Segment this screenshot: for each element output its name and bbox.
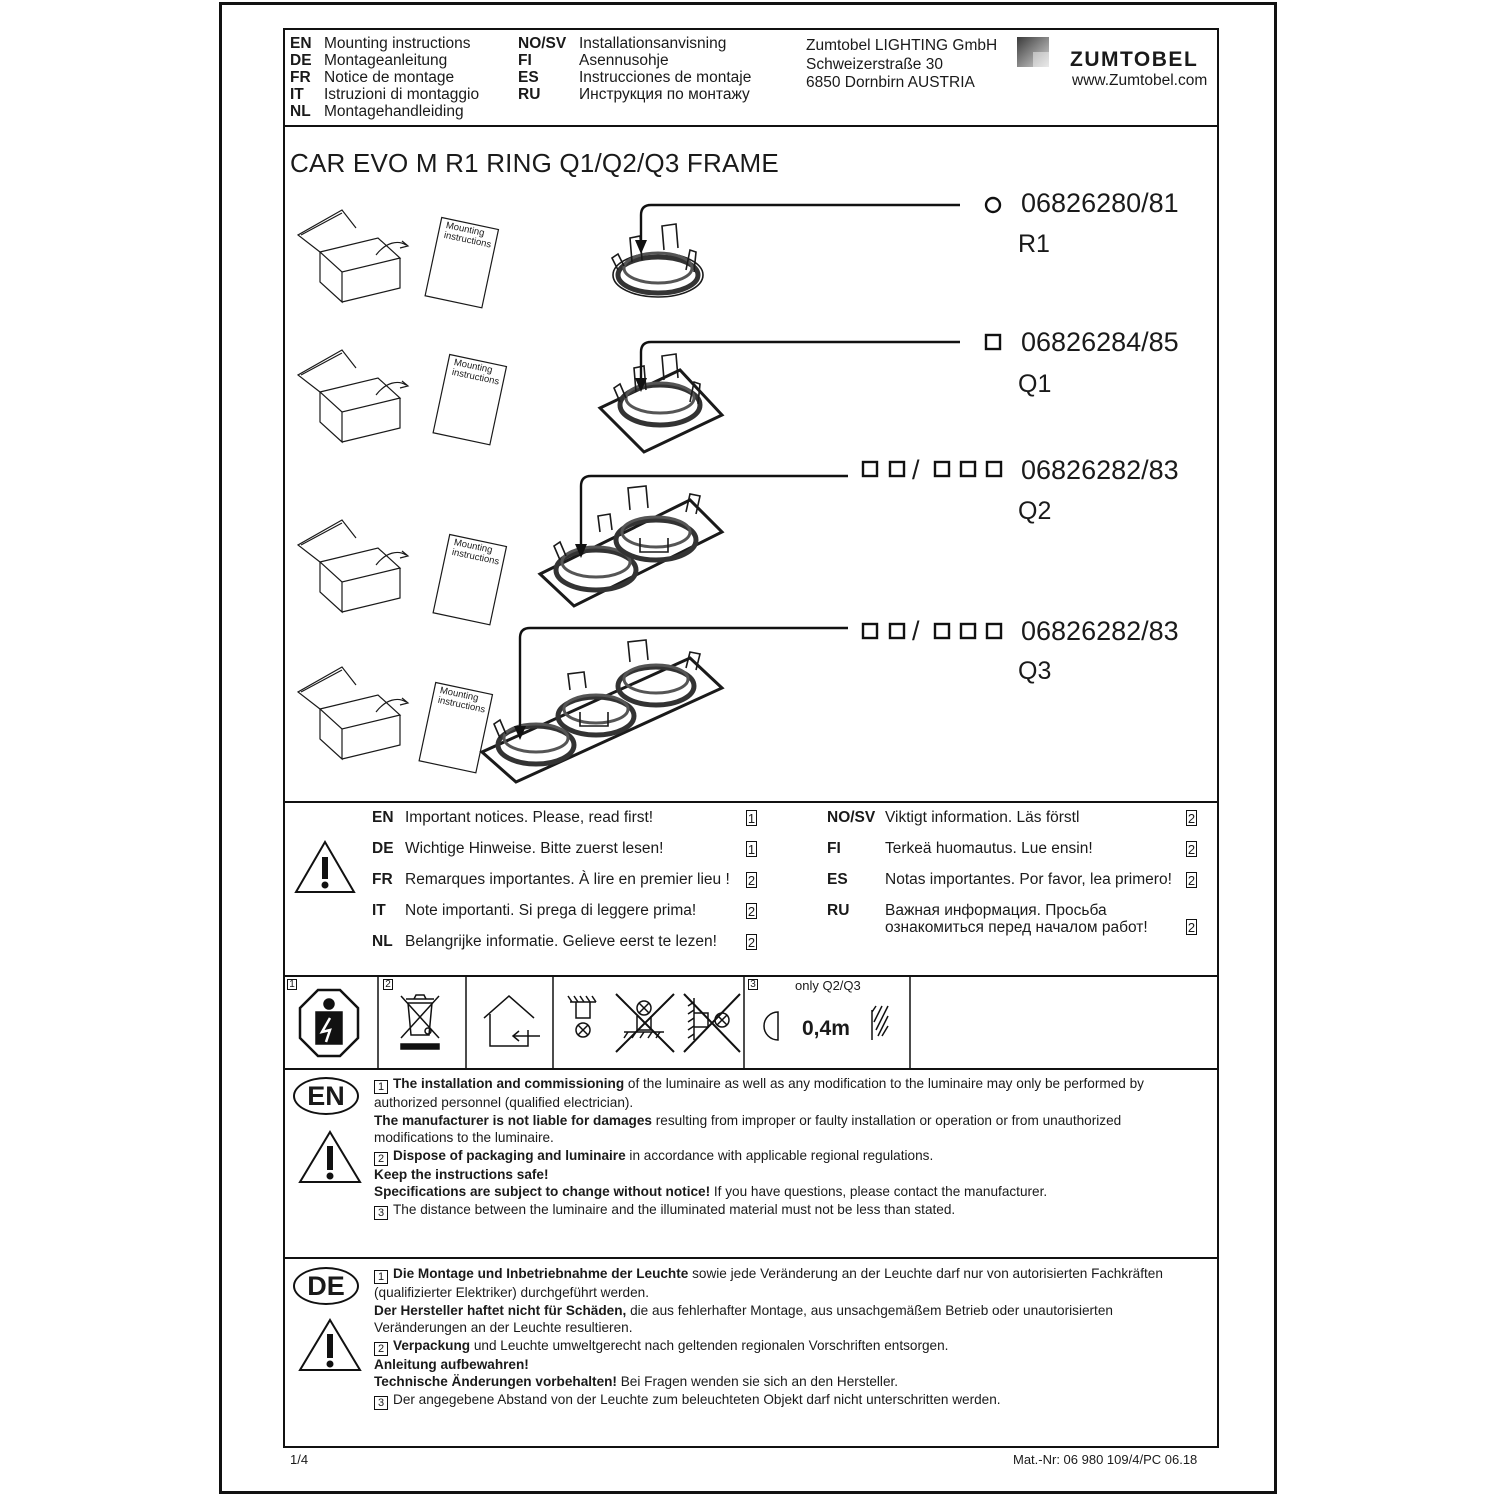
warning-triangle-icon bbox=[298, 1318, 362, 1374]
page-ref-box: 2 bbox=[1187, 842, 1196, 857]
notice-text: Viktigt information. Läs förstl bbox=[885, 809, 1080, 826]
manual-label: Mounting instructions bbox=[450, 537, 501, 568]
lang-label: Montageanleitung bbox=[324, 52, 448, 69]
symbol-ref-box: 3 bbox=[748, 979, 758, 990]
ref-box: 3 bbox=[374, 1206, 388, 1220]
page-ref-box: 2 bbox=[1187, 811, 1196, 826]
lang-code: NO/SV bbox=[518, 35, 567, 52]
lang-label: Installationsanvisning bbox=[579, 35, 727, 52]
notice-lang-code: EN bbox=[372, 809, 394, 826]
symbol-ref-box: 2 bbox=[383, 979, 393, 990]
notice-lang-code: ES bbox=[827, 871, 848, 888]
no-floor-mount-icon bbox=[616, 994, 674, 1052]
notice-text: Important notices. Please, read first! bbox=[405, 809, 654, 826]
lang-code: NL bbox=[290, 103, 311, 120]
notice-text: Note importanti. Si prega di leggere prima! bbox=[405, 902, 697, 919]
notice-lang-code: FR bbox=[372, 871, 393, 888]
ref-box: 1 bbox=[374, 1080, 388, 1094]
page-ref-box: 1 bbox=[747, 811, 756, 826]
ref-box: 1 bbox=[374, 1270, 388, 1284]
page-ref-box: 2 bbox=[1187, 920, 1196, 935]
notice-lang-code: IT bbox=[372, 902, 386, 919]
lang-label: Инструкция по монтажу bbox=[579, 86, 750, 103]
page-title: CAR EVO M R1 RING Q1/Q2/Q3 FRAME bbox=[290, 148, 779, 178]
company-street: Schweizerstraße 30 bbox=[806, 55, 943, 73]
lang-label: Mounting instructions bbox=[324, 35, 471, 52]
ref-box: 3 bbox=[374, 1396, 388, 1410]
lang-label: Istruzioni di montaggio bbox=[324, 86, 480, 103]
page-ref-box: 2 bbox=[747, 904, 756, 919]
page-ref-box: 2 bbox=[747, 873, 756, 888]
no-wall-mount-icon bbox=[684, 994, 740, 1052]
only-variant-label: only Q2/Q3 bbox=[795, 978, 861, 993]
website-link[interactable]: www.Zumtobel.com bbox=[1072, 72, 1208, 89]
notice-lang-code: NL bbox=[372, 933, 393, 950]
page-ref-box: 2 bbox=[747, 935, 756, 950]
manual-label: Mounting instructions bbox=[436, 685, 487, 716]
notice-lang-code: NO/SV bbox=[827, 809, 876, 826]
variant-label: Q3 bbox=[1018, 657, 1052, 685]
lang-code: FR bbox=[290, 69, 311, 86]
language-badge-en: EN bbox=[293, 1077, 359, 1115]
indoor-use-icon bbox=[484, 996, 540, 1046]
notice-text: ознакомиться перед началом работ! bbox=[885, 919, 1148, 936]
company-city: 6850 Dornbirn AUSTRIA bbox=[806, 74, 975, 91]
notice-text: Belangrijke informatie. Gelieve eerst te lezen! bbox=[405, 933, 717, 950]
notice-lang-code: FI bbox=[827, 840, 841, 857]
symbol-ref-box: 1 bbox=[287, 979, 297, 990]
material-number: Mat.-Nr: 06 980 109/4/PC 06.18 bbox=[1013, 1452, 1198, 1467]
notice-lang-code: RU bbox=[827, 902, 850, 919]
lang-code: IT bbox=[290, 86, 304, 103]
company-name: Zumtobel LIGHTING GmbH bbox=[806, 37, 998, 54]
notice-text: Remarques importantes. À lire en premier lieu ! bbox=[405, 871, 730, 888]
ref-box: 2 bbox=[374, 1342, 388, 1356]
logo-wordmark: ZUMTOBEL bbox=[1070, 48, 1199, 71]
variant-label: Q2 bbox=[1018, 497, 1052, 525]
notice-lang-code: DE bbox=[372, 840, 394, 857]
article-number: 06826282/83 bbox=[1021, 455, 1179, 485]
distance-value: 0,4m bbox=[802, 1017, 850, 1040]
lang-label: Notice de montage bbox=[324, 69, 455, 86]
manual-label: Mounting instructions bbox=[450, 357, 501, 388]
notice-text: Terkeä huomautus. Lue ensin! bbox=[885, 840, 1093, 857]
symbol-separator: / bbox=[912, 455, 920, 485]
crossed-bin-icon bbox=[401, 995, 439, 1049]
notice-text: Важная информация. Просьба bbox=[885, 902, 1107, 919]
manual-label: Mounting instructions bbox=[442, 220, 493, 251]
article-number: 06826280/81 bbox=[1021, 188, 1179, 218]
article-number: 06826284/85 bbox=[1021, 327, 1179, 357]
notice-text: Wichtige Hinweise. Bitte zuerst lesen! bbox=[405, 840, 664, 857]
variant-label: Q1 bbox=[1018, 370, 1052, 398]
page-ref-box: 1 bbox=[747, 842, 756, 857]
lang-label: Asennusohje bbox=[579, 52, 669, 69]
warning-triangle-icon bbox=[298, 1130, 362, 1186]
lang-label: Instrucciones de montaje bbox=[579, 69, 752, 86]
lang-code: DE bbox=[290, 52, 312, 69]
section-de-text: 1 Die Montage und Inbetriebnahme der Leuchte sowie jede Veränderung an der Leuchte darf nur von autorisierten Fachkräften (qualifizierter Elektriker) durchgeführt werden. Der Hersteller haftet nicht für Schäden, die aus fehlerhafter Montage, aus unsachgemäßem Betrieb oder unautorisierten Veränderungen an der Leuchte resultieren. 2 Verpackung und Leuchte umweltgerecht nach geltenden regionalen Vorschriften entsorgen. Anleitung aufbewahren! Technische Änderungen vorbehalten! Bei Fragen wenden sie sich an den Hersteller. 3 Der angegebene Abstand von der Leuchte zum beleuchteten Objekt darf nicht unterschritten werden. bbox=[374, 1266, 1163, 1409]
lang-code: ES bbox=[518, 69, 539, 86]
variant-label: R1 bbox=[1018, 230, 1050, 258]
article-number: 06826282/83 bbox=[1021, 616, 1179, 646]
lang-code: FI bbox=[518, 52, 532, 69]
lang-label: Montagehandleiding bbox=[324, 103, 464, 120]
page-number: 1/4 bbox=[290, 1452, 309, 1467]
ref-box: 2 bbox=[374, 1152, 388, 1166]
language-badge-de: DE bbox=[293, 1267, 359, 1305]
notice-text: Notas importantes. Por favor, lea primero! bbox=[885, 871, 1172, 888]
lang-code: RU bbox=[518, 86, 541, 103]
symbol-separator: / bbox=[912, 616, 920, 646]
ceiling-mount-icon bbox=[568, 996, 596, 1037]
lang-code: EN bbox=[290, 35, 312, 52]
section-en-text: 1 The installation and commissioning of the luminaire as well as any modification to the luminaire may only be performed by authorized personnel (qualified electrician). The manufacturer is not liable for damages resulting from improper or faulty installation or operation or from unauthorized modifications to the luminaire. 2 Dispose of packaging and luminaire in accordance with applicable regional regulations. Keep the instructions safe! Specifications are subject to change without notice! If you have questions, please contact the manufacturer. 3 The distance between the luminaire and the illuminated material must not be less than stated. bbox=[374, 1076, 1144, 1219]
page-ref-box: 2 bbox=[1187, 873, 1196, 888]
qualified-electrician-icon bbox=[300, 990, 358, 1056]
